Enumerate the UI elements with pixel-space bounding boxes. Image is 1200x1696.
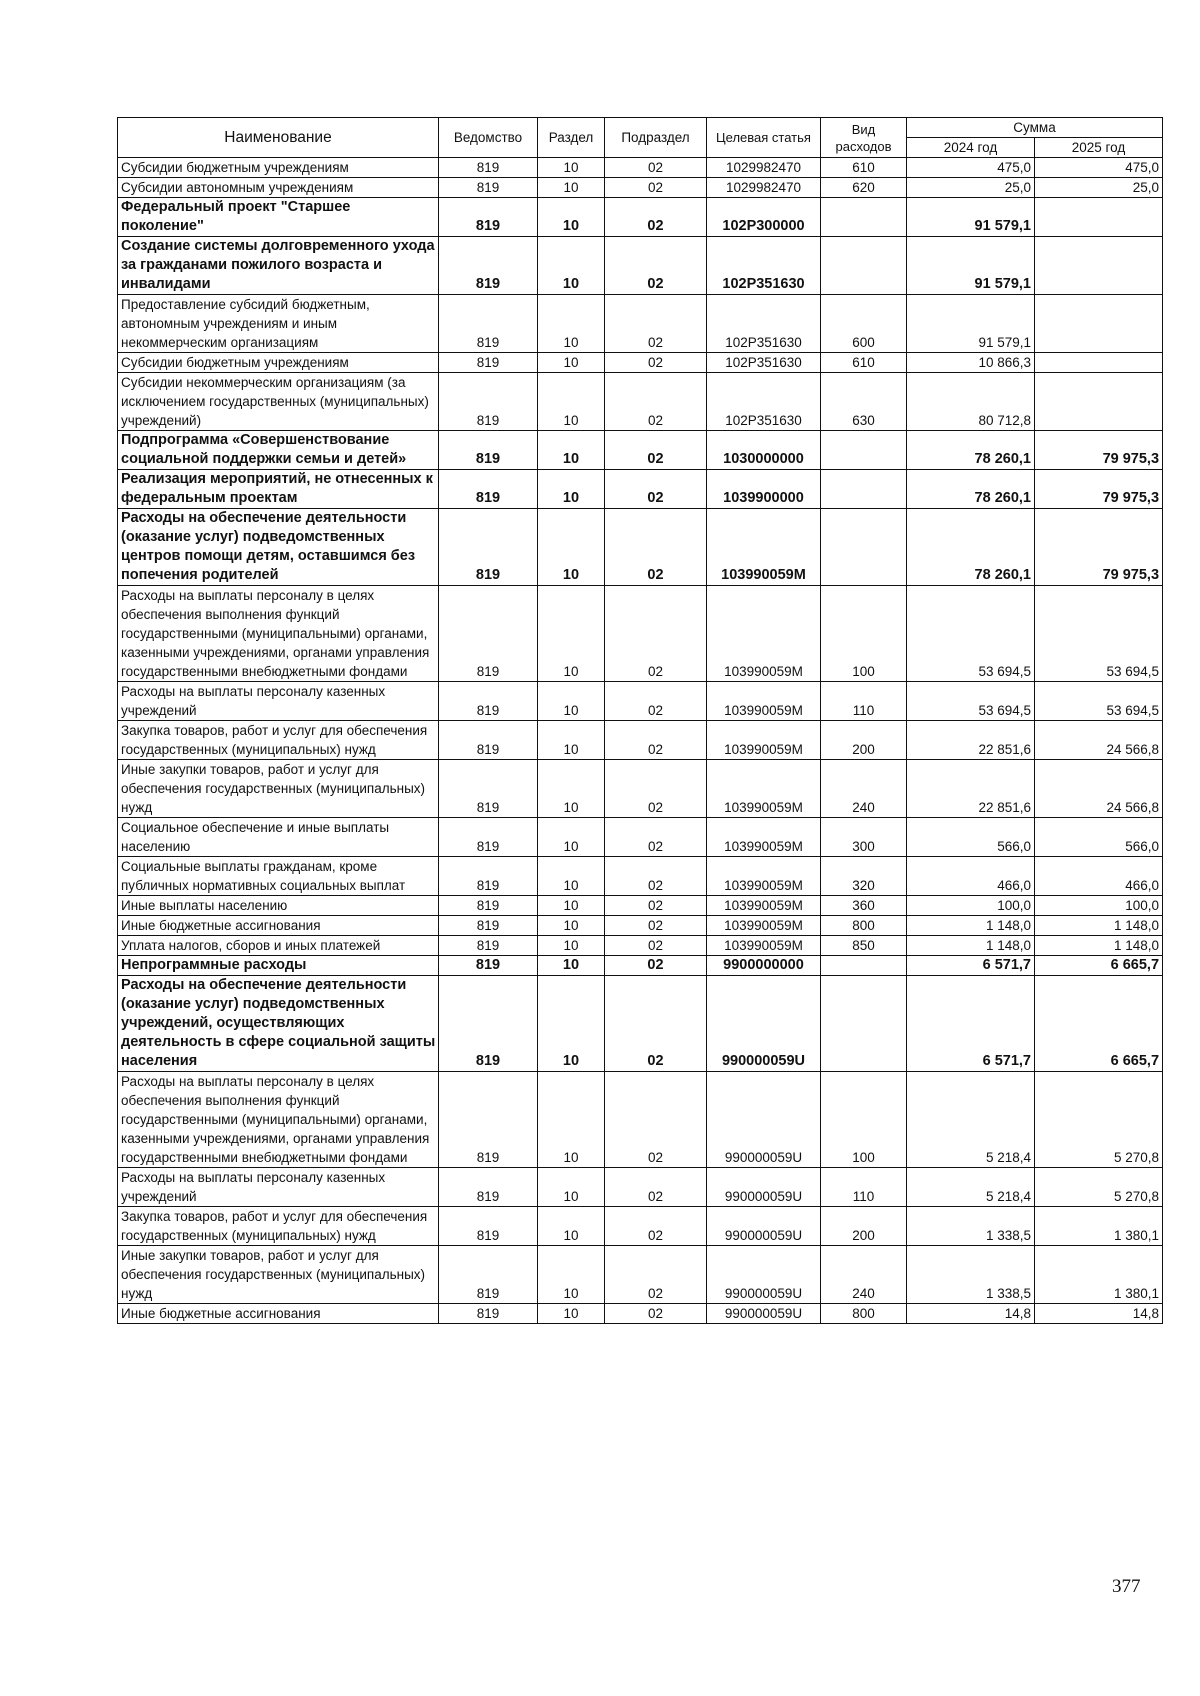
cell-vid-raskhodov: 200 [821,721,907,760]
cell-vedomstvo: 819 [439,896,538,916]
cell-vedomstvo: 819 [439,353,538,373]
cell-tselevaya-statya: 103990059M [707,857,821,896]
cell-sum-2025: 53 694,5 [1035,586,1163,682]
cell-razdel: 10 [538,431,605,470]
cell-sum-2025: 6 665,7 [1035,956,1163,976]
cell-vid-raskhodov: 320 [821,857,907,896]
cell-name: Реализация мероприятий, не отнесенных к федеральным проектам [118,470,439,509]
cell-name: Закупка товаров, работ и услуг для обеспечения государственных (муниципальных) нужд [118,1207,439,1246]
cell-sum-2024: 1 338,5 [907,1246,1035,1304]
cell-podrazdel: 02 [605,178,707,198]
table-row [118,237,1163,295]
cell-sum-2025 [1035,198,1163,237]
table-header [118,118,1163,158]
cell-vedomstvo: 819 [439,1207,538,1246]
cell-podrazdel: 02 [605,509,707,586]
cell-podrazdel: 02 [605,896,707,916]
cell-podrazdel: 02 [605,295,707,353]
table-row [118,857,1163,896]
header-year-2025: 2025 год [1035,138,1163,158]
cell-name: Иные закупки товаров, работ и услуг для обеспечения государственных (муниципальных) нужд [118,1246,439,1304]
cell-tselevaya-statya: 1030000000 [707,431,821,470]
cell-sum-2025: 5 270,8 [1035,1168,1163,1207]
cell-name: Иные закупки товаров, работ и услуг для обеспечения государственных (муниципальных) нужд [118,760,439,818]
cell-razdel: 10 [538,1304,605,1324]
cell-tselevaya-statya: 103990059M [707,509,821,586]
cell-razdel: 10 [538,509,605,586]
table-row [118,976,1163,1072]
cell-podrazdel: 02 [605,373,707,431]
cell-tselevaya-statya: 103990059M [707,916,821,936]
table-row [118,956,1163,976]
cell-podrazdel: 02 [605,1072,707,1168]
cell-vid-raskhodov: 110 [821,1168,907,1207]
cell-vedomstvo: 819 [439,586,538,682]
cell-sum-2024: 6 571,7 [907,976,1035,1072]
cell-podrazdel: 02 [605,1246,707,1304]
cell-tselevaya-statya: 102P351630 [707,373,821,431]
cell-razdel: 10 [538,178,605,198]
cell-name: Расходы на выплаты персоналу в целях обеспечения выполнения функций государственными (муниципальными) органами, казенными учреждениями, органами управления государственными внебюджетными фондами [118,1072,439,1168]
table-row [118,509,1163,586]
cell-vedomstvo: 819 [439,470,538,509]
table-row [118,178,1163,198]
cell-vid-raskhodov: 110 [821,682,907,721]
cell-name: Субсидии бюджетным учреждениям [118,158,439,178]
cell-razdel: 10 [538,373,605,431]
cell-tselevaya-statya: 990000059U [707,1304,821,1324]
cell-razdel: 10 [538,857,605,896]
cell-tselevaya-statya: 103990059M [707,896,821,916]
cell-podrazdel: 02 [605,470,707,509]
cell-podrazdel: 02 [605,237,707,295]
cell-sum-2025 [1035,353,1163,373]
table-row [118,470,1163,509]
cell-name: Иные выплаты населению [118,896,439,916]
cell-name: Подпрограмма «Совершенствование социальной поддержки семьи и детей» [118,431,439,470]
cell-vedomstvo: 819 [439,373,538,431]
cell-sum-2024: 22 851,6 [907,721,1035,760]
cell-vid-raskhodov [821,237,907,295]
cell-sum-2025: 24 566,8 [1035,721,1163,760]
cell-sum-2024: 22 851,6 [907,760,1035,818]
cell-tselevaya-statya: 1029982470 [707,158,821,178]
cell-tselevaya-statya: 103990059M [707,818,821,857]
cell-sum-2025: 79 975,3 [1035,509,1163,586]
cell-tselevaya-statya: 102P351630 [707,237,821,295]
cell-vid-raskhodov [821,470,907,509]
cell-sum-2025: 566,0 [1035,818,1163,857]
table-row [118,353,1163,373]
cell-razdel: 10 [538,1072,605,1168]
table-row [118,198,1163,237]
cell-razdel: 10 [538,956,605,976]
cell-razdel: 10 [538,896,605,916]
cell-sum-2025 [1035,237,1163,295]
cell-sum-2024: 91 579,1 [907,198,1035,237]
budget-table [117,117,1163,1324]
table-row [118,431,1163,470]
cell-vid-raskhodov [821,431,907,470]
cell-tselevaya-statya: 990000059U [707,1072,821,1168]
cell-name: Социальное обеспечение и иные выплаты населению [118,818,439,857]
cell-name: Уплата налогов, сборов и иных платежей [118,936,439,956]
cell-tselevaya-statya: 102P300000 [707,198,821,237]
cell-sum-2025 [1035,295,1163,353]
cell-podrazdel: 02 [605,721,707,760]
cell-razdel: 10 [538,1207,605,1246]
cell-name: Субсидии бюджетным учреждениям [118,353,439,373]
cell-vedomstvo: 819 [439,198,538,237]
cell-sum-2024: 80 712,8 [907,373,1035,431]
cell-sum-2025: 25,0 [1035,178,1163,198]
cell-razdel: 10 [538,936,605,956]
cell-sum-2025: 5 270,8 [1035,1072,1163,1168]
cell-tselevaya-statya: 1029982470 [707,178,821,198]
cell-vid-raskhodov [821,976,907,1072]
table-row [118,1168,1163,1207]
cell-tselevaya-statya: 990000059U [707,976,821,1072]
cell-vedomstvo: 819 [439,1168,538,1207]
page-number: 377 [1112,1576,1141,1597]
cell-sum-2024: 53 694,5 [907,682,1035,721]
cell-podrazdel: 02 [605,760,707,818]
table-row [118,936,1163,956]
table-row [118,916,1163,936]
header-razdel: Раздел [538,118,605,158]
header-tselevaya-statya: Целевая статья [707,118,821,158]
cell-vedomstvo: 819 [439,295,538,353]
cell-vid-raskhodov: 610 [821,353,907,373]
table-row [118,682,1163,721]
cell-sum-2025: 1 148,0 [1035,936,1163,956]
cell-vid-raskhodov: 630 [821,373,907,431]
table-row [118,896,1163,916]
table-row [118,1072,1163,1168]
cell-razdel: 10 [538,158,605,178]
cell-podrazdel: 02 [605,976,707,1072]
cell-tselevaya-statya: 102P351630 [707,353,821,373]
cell-razdel: 10 [538,586,605,682]
cell-vedomstvo: 819 [439,1304,538,1324]
cell-razdel: 10 [538,198,605,237]
cell-vid-raskhodov: 360 [821,896,907,916]
cell-vedomstvo: 819 [439,956,538,976]
cell-podrazdel: 02 [605,916,707,936]
cell-vid-raskhodov: 850 [821,936,907,956]
header-podrazdel: Подраздел [605,118,707,158]
table-row [118,1207,1163,1246]
cell-vedomstvo: 819 [439,431,538,470]
cell-sum-2024: 1 338,5 [907,1207,1035,1246]
cell-vid-raskhodov: 300 [821,818,907,857]
cell-tselevaya-statya: 990000059U [707,1207,821,1246]
cell-podrazdel: 02 [605,586,707,682]
cell-vid-raskhodov [821,509,907,586]
cell-razdel: 10 [538,353,605,373]
header-year-2024: 2024 год [907,138,1035,158]
cell-vedomstvo: 819 [439,760,538,818]
cell-sum-2024: 1 148,0 [907,936,1035,956]
cell-vedomstvo: 819 [439,178,538,198]
cell-razdel: 10 [538,760,605,818]
cell-vedomstvo: 819 [439,936,538,956]
cell-vedomstvo: 819 [439,1072,538,1168]
cell-vid-raskhodov: 100 [821,1072,907,1168]
cell-vid-raskhodov: 100 [821,586,907,682]
cell-tselevaya-statya: 103990059M [707,721,821,760]
cell-razdel: 10 [538,916,605,936]
cell-razdel: 10 [538,818,605,857]
cell-sum-2024: 6 571,7 [907,956,1035,976]
cell-vedomstvo: 819 [439,916,538,936]
cell-sum-2024: 10 866,3 [907,353,1035,373]
header-vedomstvo: Ведомство [439,118,538,158]
cell-podrazdel: 02 [605,198,707,237]
cell-tselevaya-statya: 990000059U [707,1246,821,1304]
table-row [118,721,1163,760]
cell-sum-2024: 466,0 [907,857,1035,896]
cell-tselevaya-statya: 102P351630 [707,295,821,353]
table-body [118,158,1163,1324]
table-row [118,586,1163,682]
cell-vid-raskhodov: 200 [821,1207,907,1246]
cell-tselevaya-statya: 103990059M [707,586,821,682]
cell-podrazdel: 02 [605,818,707,857]
cell-podrazdel: 02 [605,431,707,470]
cell-sum-2025: 6 665,7 [1035,976,1163,1072]
cell-vid-raskhodov: 800 [821,1304,907,1324]
cell-name: Закупка товаров, работ и услуг для обеспечения государственных (муниципальных) нужд [118,721,439,760]
cell-sum-2025: 475,0 [1035,158,1163,178]
cell-vid-raskhodov: 240 [821,760,907,818]
cell-name: Субсидии автономным учреждениям [118,178,439,198]
cell-razdel: 10 [538,682,605,721]
cell-podrazdel: 02 [605,1304,707,1324]
cell-sum-2024: 25,0 [907,178,1035,198]
budget-table-container [117,117,1162,1324]
cell-vid-raskhodov: 800 [821,916,907,936]
cell-vedomstvo: 819 [439,1246,538,1304]
cell-sum-2025: 14,8 [1035,1304,1163,1324]
cell-razdel: 10 [538,237,605,295]
table-row [118,1246,1163,1304]
cell-sum-2024: 78 260,1 [907,470,1035,509]
cell-name: Непрограммные расходы [118,956,439,976]
cell-sum-2024: 5 218,4 [907,1072,1035,1168]
table-row [118,818,1163,857]
cell-sum-2024: 53 694,5 [907,586,1035,682]
cell-name: Расходы на выплаты персоналу в целях обеспечения выполнения функций государственными (муниципальными) органами, казенными учреждениями, органами управления государственными внебюджетными фондами [118,586,439,682]
cell-podrazdel: 02 [605,682,707,721]
cell-podrazdel: 02 [605,936,707,956]
cell-sum-2025: 24 566,8 [1035,760,1163,818]
cell-sum-2025: 79 975,3 [1035,470,1163,509]
cell-name: Федеральный проект "Старшее поколение" [118,198,439,237]
cell-vedomstvo: 819 [439,509,538,586]
table-row [118,373,1163,431]
cell-podrazdel: 02 [605,1207,707,1246]
cell-podrazdel: 02 [605,353,707,373]
table-row [118,295,1163,353]
cell-tselevaya-statya: 103990059M [707,936,821,956]
cell-vid-raskhodov: 620 [821,178,907,198]
cell-podrazdel: 02 [605,1168,707,1207]
cell-sum-2025 [1035,373,1163,431]
cell-sum-2024: 91 579,1 [907,295,1035,353]
cell-vid-raskhodov: 600 [821,295,907,353]
cell-sum-2025: 1 380,1 [1035,1246,1163,1304]
cell-sum-2024: 91 579,1 [907,237,1035,295]
cell-vedomstvo: 819 [439,818,538,857]
cell-razdel: 10 [538,1168,605,1207]
cell-name: Субсидии некоммерческим организациям (за исключением государственных (муниципальных) учреждений) [118,373,439,431]
cell-sum-2025: 1 380,1 [1035,1207,1163,1246]
cell-vid-raskhodov: 240 [821,1246,907,1304]
cell-name: Иные бюджетные ассигнования [118,1304,439,1324]
cell-sum-2024: 14,8 [907,1304,1035,1324]
cell-vedomstvo: 819 [439,721,538,760]
cell-name: Расходы на выплаты персоналу казенных учреждений [118,682,439,721]
cell-vedomstvo: 819 [439,158,538,178]
cell-sum-2024: 475,0 [907,158,1035,178]
cell-tselevaya-statya: 103990059M [707,760,821,818]
cell-sum-2024: 78 260,1 [907,509,1035,586]
cell-sum-2024: 100,0 [907,896,1035,916]
cell-tselevaya-statya: 1039900000 [707,470,821,509]
cell-sum-2025: 79 975,3 [1035,431,1163,470]
cell-sum-2024: 566,0 [907,818,1035,857]
cell-vedomstvo: 819 [439,857,538,896]
cell-tselevaya-statya: 9900000000 [707,956,821,976]
cell-podrazdel: 02 [605,857,707,896]
cell-sum-2024: 1 148,0 [907,916,1035,936]
cell-tselevaya-statya: 990000059U [707,1168,821,1207]
cell-name: Социальные выплаты гражданам, кроме публичных нормативных социальных выплат [118,857,439,896]
cell-vedomstvo: 819 [439,976,538,1072]
cell-name: Предоставление субсидий бюджетным, автономным учреждениям и иным некоммерческим организациям [118,295,439,353]
header-name: Наименование [118,118,439,158]
cell-razdel: 10 [538,470,605,509]
cell-razdel: 10 [538,721,605,760]
cell-sum-2024: 78 260,1 [907,431,1035,470]
cell-razdel: 10 [538,295,605,353]
cell-sum-2025: 53 694,5 [1035,682,1163,721]
cell-name: Расходы на выплаты персоналу казенных учреждений [118,1168,439,1207]
header-summa: Сумма [907,118,1163,138]
cell-name: Расходы на обеспечение деятельности (оказание услуг) подведомственных центров помощи детям, оставшимся без попечения родителей [118,509,439,586]
cell-name: Расходы на обеспечение деятельности (оказание услуг) подведомственных учреждений, осуществляющих деятельность в сфере социальной защиты населения [118,976,439,1072]
cell-vid-raskhodov [821,198,907,237]
cell-podrazdel: 02 [605,956,707,976]
table-row [118,1304,1163,1324]
cell-vid-raskhodov [821,956,907,976]
cell-razdel: 10 [538,976,605,1072]
cell-sum-2025: 466,0 [1035,857,1163,896]
cell-name: Иные бюджетные ассигнования [118,916,439,936]
table-row [118,158,1163,178]
cell-name: Создание системы долговременного ухода за гражданами пожилого возраста и инвалидами [118,237,439,295]
cell-tselevaya-statya: 103990059M [707,682,821,721]
header-vid-raskhodov: Вид расходов [821,118,907,158]
cell-vedomstvo: 819 [439,237,538,295]
cell-sum-2025: 100,0 [1035,896,1163,916]
cell-sum-2025: 1 148,0 [1035,916,1163,936]
cell-razdel: 10 [538,1246,605,1304]
table-row [118,760,1163,818]
cell-vedomstvo: 819 [439,682,538,721]
cell-vid-raskhodov: 610 [821,158,907,178]
cell-podrazdel: 02 [605,158,707,178]
cell-sum-2024: 5 218,4 [907,1168,1035,1207]
